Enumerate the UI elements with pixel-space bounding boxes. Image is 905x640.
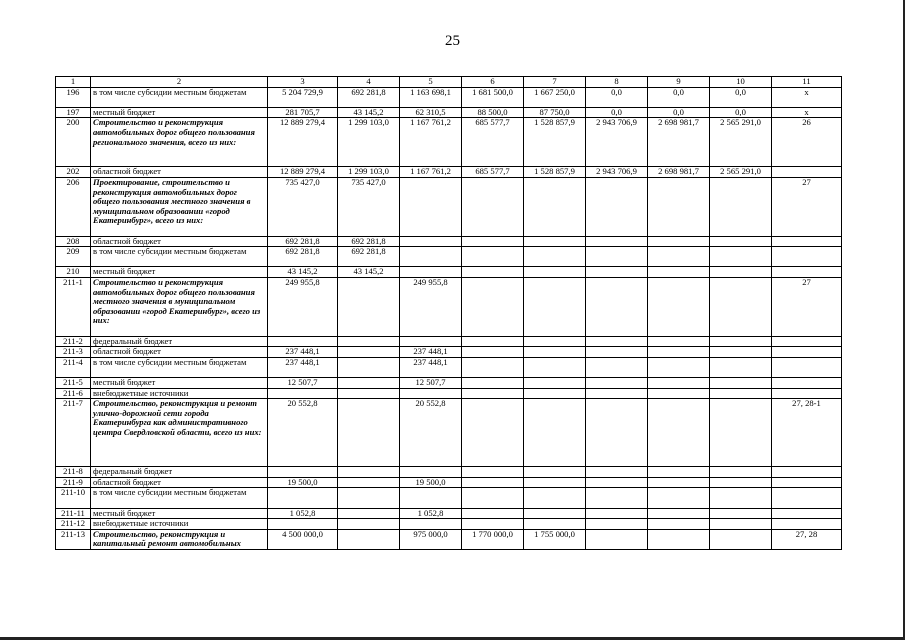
row-number: 211-1 xyxy=(56,277,91,336)
value-cell xyxy=(268,488,338,508)
value-cell xyxy=(338,519,400,530)
value-cell xyxy=(338,377,400,388)
table-row xyxy=(56,167,842,178)
value-cell: 2 943 706,9 xyxy=(586,167,648,178)
value-cell xyxy=(268,467,338,478)
row-description: местный бюджет xyxy=(91,508,268,519)
target-reference-cell: 26 xyxy=(772,118,842,167)
value-cell: 62 310,5 xyxy=(400,107,462,118)
value-cell xyxy=(462,508,524,519)
value-cell: 237 448,1 xyxy=(400,357,462,377)
value-cell xyxy=(462,336,524,347)
value-cell: 1 299 103,0 xyxy=(338,118,400,167)
value-cell xyxy=(586,247,648,267)
value-cell xyxy=(400,519,462,530)
value-cell xyxy=(524,399,586,467)
value-cell: 0,0 xyxy=(710,87,772,107)
table-row xyxy=(56,519,842,530)
value-cell xyxy=(586,336,648,347)
value-cell xyxy=(648,177,710,236)
value-cell xyxy=(586,357,648,377)
table-row xyxy=(56,467,842,478)
value-cell xyxy=(710,488,772,508)
value-cell xyxy=(268,388,338,399)
value-cell xyxy=(524,508,586,519)
target-reference-cell: х xyxy=(772,87,842,107)
value-cell xyxy=(586,529,648,549)
value-cell: 19 500,0 xyxy=(268,477,338,488)
value-cell xyxy=(524,177,586,236)
row-description: местный бюджет xyxy=(91,107,268,118)
value-cell xyxy=(462,488,524,508)
value-cell xyxy=(710,236,772,247)
column-header: 11 xyxy=(772,77,842,88)
value-cell xyxy=(648,336,710,347)
row-number: 211-5 xyxy=(56,377,91,388)
table-body xyxy=(56,87,842,549)
value-cell xyxy=(648,399,710,467)
row-number: 210 xyxy=(56,267,91,278)
column-header: 7 xyxy=(524,77,586,88)
value-cell xyxy=(648,347,710,358)
page-number: 25 xyxy=(445,33,460,49)
value-cell xyxy=(586,399,648,467)
value-cell: 692 281,8 xyxy=(268,236,338,247)
table-header-row xyxy=(56,77,842,88)
value-cell xyxy=(710,388,772,399)
target-reference-cell xyxy=(772,508,842,519)
value-cell xyxy=(648,477,710,488)
value-cell xyxy=(400,267,462,278)
value-cell: 1 163 698,1 xyxy=(400,87,462,107)
value-cell xyxy=(586,177,648,236)
value-cell xyxy=(338,477,400,488)
value-cell: 237 448,1 xyxy=(268,357,338,377)
row-description: областной бюджет xyxy=(91,347,268,358)
column-header: 8 xyxy=(586,77,648,88)
column-header: 9 xyxy=(648,77,710,88)
value-cell xyxy=(400,467,462,478)
value-cell: 0,0 xyxy=(648,87,710,107)
value-cell xyxy=(710,529,772,549)
row-number: 211-12 xyxy=(56,519,91,530)
value-cell xyxy=(524,336,586,347)
row-description: в том числе субсидии местным бюджетам xyxy=(91,247,268,267)
target-reference-cell xyxy=(772,336,842,347)
value-cell xyxy=(524,477,586,488)
value-cell xyxy=(400,488,462,508)
value-cell xyxy=(462,277,524,336)
value-cell: 685 577,7 xyxy=(462,167,524,178)
target-reference-cell xyxy=(772,347,842,358)
value-cell: 88 500,0 xyxy=(462,107,524,118)
value-cell xyxy=(648,508,710,519)
value-cell: 0,0 xyxy=(710,107,772,118)
value-cell xyxy=(586,236,648,247)
value-cell: 12 507,7 xyxy=(268,377,338,388)
value-cell xyxy=(586,347,648,358)
row-number: 211-4 xyxy=(56,357,91,377)
value-cell: 0,0 xyxy=(648,107,710,118)
value-cell xyxy=(648,488,710,508)
value-cell xyxy=(586,267,648,278)
value-cell: 692 281,8 xyxy=(338,247,400,267)
value-cell xyxy=(524,357,586,377)
row-description: внебюджетные источники xyxy=(91,519,268,530)
value-cell xyxy=(338,347,400,358)
value-cell xyxy=(400,388,462,399)
value-cell xyxy=(710,519,772,530)
value-cell: 0,0 xyxy=(586,107,648,118)
value-cell xyxy=(710,467,772,478)
value-cell: 237 448,1 xyxy=(268,347,338,358)
table-row xyxy=(56,357,842,377)
table-row xyxy=(56,87,842,107)
value-cell xyxy=(648,519,710,530)
row-description: Строительство, реконструкция и капитальный ремонт автомобильных xyxy=(91,529,268,549)
value-cell xyxy=(648,467,710,478)
value-cell: 1 528 857,9 xyxy=(524,118,586,167)
value-cell: 19 500,0 xyxy=(400,477,462,488)
value-cell xyxy=(648,267,710,278)
value-cell xyxy=(710,177,772,236)
table-row xyxy=(56,488,842,508)
row-description: областной бюджет xyxy=(91,167,268,178)
value-cell: 1 755 000,0 xyxy=(524,529,586,549)
value-cell xyxy=(400,336,462,347)
table-row xyxy=(56,177,842,236)
budget-table xyxy=(55,76,842,550)
value-cell: 1 681 500,0 xyxy=(462,87,524,107)
value-cell xyxy=(462,377,524,388)
value-cell xyxy=(338,357,400,377)
value-cell xyxy=(338,388,400,399)
row-description: местный бюджет xyxy=(91,377,268,388)
value-cell: 1 052,8 xyxy=(268,508,338,519)
value-cell: 1 299 103,0 xyxy=(338,167,400,178)
table-row xyxy=(56,277,842,336)
value-cell: 12 889 279,4 xyxy=(268,118,338,167)
column-header: 2 xyxy=(91,77,268,88)
table-row xyxy=(56,267,842,278)
value-cell xyxy=(462,477,524,488)
value-cell: 2 698 981,7 xyxy=(648,118,710,167)
value-cell: 2 565 291,0 xyxy=(710,167,772,178)
value-cell xyxy=(524,467,586,478)
row-number: 202 xyxy=(56,167,91,178)
table-row xyxy=(56,347,842,358)
value-cell xyxy=(524,247,586,267)
row-description: внебюджетные источники xyxy=(91,388,268,399)
target-reference-cell: 27 xyxy=(772,177,842,236)
value-cell xyxy=(462,467,524,478)
column-header: 4 xyxy=(338,77,400,88)
row-description: в том числе субсидии местным бюджетам xyxy=(91,488,268,508)
value-cell: 20 552,8 xyxy=(268,399,338,467)
value-cell xyxy=(268,519,338,530)
value-cell: 1 167 761,2 xyxy=(400,167,462,178)
value-cell xyxy=(524,267,586,278)
value-cell xyxy=(524,488,586,508)
row-number: 197 xyxy=(56,107,91,118)
value-cell xyxy=(400,236,462,247)
value-cell xyxy=(338,488,400,508)
value-cell xyxy=(586,377,648,388)
value-cell: 43 145,2 xyxy=(268,267,338,278)
value-cell: 2 698 981,7 xyxy=(648,167,710,178)
target-reference-cell: х xyxy=(772,107,842,118)
value-cell xyxy=(710,508,772,519)
value-cell xyxy=(648,277,710,336)
value-cell xyxy=(586,519,648,530)
value-cell: 0,0 xyxy=(586,87,648,107)
value-cell xyxy=(524,277,586,336)
table-row xyxy=(56,399,842,467)
row-number: 211-7 xyxy=(56,399,91,467)
row-number: 208 xyxy=(56,236,91,247)
table-row xyxy=(56,388,842,399)
table-row xyxy=(56,247,842,267)
value-cell xyxy=(338,399,400,467)
row-description: федеральный бюджет xyxy=(91,336,268,347)
table-row xyxy=(56,529,842,549)
row-number: 211-13 xyxy=(56,529,91,549)
value-cell xyxy=(524,347,586,358)
value-cell: 735 427,0 xyxy=(338,177,400,236)
value-cell: 249 955,8 xyxy=(268,277,338,336)
row-number: 211-8 xyxy=(56,467,91,478)
target-reference-cell xyxy=(772,388,842,399)
value-cell xyxy=(710,247,772,267)
row-number: 211-6 xyxy=(56,388,91,399)
row-description: областной бюджет xyxy=(91,477,268,488)
target-reference-cell: 27, 28-1 xyxy=(772,399,842,467)
column-header: 10 xyxy=(710,77,772,88)
target-reference-cell xyxy=(772,267,842,278)
row-description: Строительство, реконструкция и ремонт улично-дорожной сети города Екатеринбурга как административного центра Свердловской области, всего из них: xyxy=(91,399,268,467)
value-cell xyxy=(586,488,648,508)
column-header: 1 xyxy=(56,77,91,88)
value-cell xyxy=(648,357,710,377)
table-row xyxy=(56,477,842,488)
value-cell xyxy=(524,388,586,399)
row-number: 196 xyxy=(56,87,91,107)
value-cell xyxy=(648,388,710,399)
value-cell: 12 889 279,4 xyxy=(268,167,338,178)
value-cell xyxy=(586,467,648,478)
value-cell xyxy=(710,399,772,467)
value-cell: 1 770 000,0 xyxy=(462,529,524,549)
row-description: Строительство и реконструкция автомобильных дорог общего пользования регионального значения, всего из них: xyxy=(91,118,268,167)
target-reference-cell xyxy=(772,357,842,377)
row-description: федеральный бюджет xyxy=(91,467,268,478)
value-cell xyxy=(462,236,524,247)
value-cell xyxy=(710,377,772,388)
row-number: 211-9 xyxy=(56,477,91,488)
target-reference-cell xyxy=(772,236,842,247)
table-row xyxy=(56,236,842,247)
value-cell: 43 145,2 xyxy=(338,107,400,118)
value-cell: 1 667 250,0 xyxy=(524,87,586,107)
value-cell xyxy=(648,247,710,267)
value-cell xyxy=(524,519,586,530)
value-cell: 249 955,8 xyxy=(400,277,462,336)
value-cell: 685 577,7 xyxy=(462,118,524,167)
target-reference-cell xyxy=(772,377,842,388)
row-number: 209 xyxy=(56,247,91,267)
value-cell: 5 204 729,9 xyxy=(268,87,338,107)
value-cell xyxy=(710,277,772,336)
value-cell xyxy=(338,467,400,478)
row-description: в том числе субсидии местным бюджетам xyxy=(91,87,268,107)
value-cell xyxy=(710,267,772,278)
value-cell: 692 281,8 xyxy=(338,87,400,107)
column-header: 6 xyxy=(462,77,524,88)
value-cell xyxy=(462,177,524,236)
value-cell xyxy=(648,377,710,388)
table-row xyxy=(56,107,842,118)
value-cell: 43 145,2 xyxy=(338,267,400,278)
table-row xyxy=(56,336,842,347)
value-cell xyxy=(710,347,772,358)
table-row xyxy=(56,118,842,167)
row-number: 211-11 xyxy=(56,508,91,519)
value-cell xyxy=(524,236,586,247)
target-reference-cell: 27, 28 xyxy=(772,529,842,549)
value-cell xyxy=(338,529,400,549)
value-cell xyxy=(586,508,648,519)
target-reference-cell xyxy=(772,167,842,178)
value-cell xyxy=(648,236,710,247)
value-cell xyxy=(462,247,524,267)
target-reference-cell xyxy=(772,519,842,530)
target-reference-cell xyxy=(772,488,842,508)
value-cell xyxy=(338,336,400,347)
value-cell: 1 052,8 xyxy=(400,508,462,519)
target-reference-cell xyxy=(772,467,842,478)
row-description: Проектирование, строительство и реконструкция автомобильных дорог общего пользования местного значения в муниципальном образовании «город Екатеринбург», всего из них: xyxy=(91,177,268,236)
value-cell xyxy=(400,247,462,267)
value-cell xyxy=(586,477,648,488)
value-cell: 20 552,8 xyxy=(400,399,462,467)
value-cell: 1 528 857,9 xyxy=(524,167,586,178)
value-cell: 692 281,8 xyxy=(338,236,400,247)
value-cell: 12 507,7 xyxy=(400,377,462,388)
value-cell xyxy=(524,377,586,388)
column-header: 3 xyxy=(268,77,338,88)
row-number: 206 xyxy=(56,177,91,236)
target-reference-cell: 27 xyxy=(772,277,842,336)
row-description: в том числе субсидии местным бюджетам xyxy=(91,357,268,377)
value-cell xyxy=(462,388,524,399)
value-cell: 4 500 000,0 xyxy=(268,529,338,549)
row-number: 211-2 xyxy=(56,336,91,347)
value-cell xyxy=(586,388,648,399)
value-cell xyxy=(462,399,524,467)
value-cell xyxy=(400,177,462,236)
value-cell xyxy=(710,357,772,377)
value-cell xyxy=(462,357,524,377)
row-description: областной бюджет xyxy=(91,236,268,247)
value-cell xyxy=(586,277,648,336)
row-number: 211-3 xyxy=(56,347,91,358)
value-cell xyxy=(648,529,710,549)
value-cell: 975 000,0 xyxy=(400,529,462,549)
value-cell: 2 565 291,0 xyxy=(710,118,772,167)
row-number: 211-10 xyxy=(56,488,91,508)
value-cell xyxy=(268,336,338,347)
value-cell: 735 427,0 xyxy=(268,177,338,236)
value-cell xyxy=(710,336,772,347)
table-row xyxy=(56,508,842,519)
row-description: местный бюджет xyxy=(91,267,268,278)
value-cell: 2 943 706,9 xyxy=(586,118,648,167)
value-cell xyxy=(338,508,400,519)
value-cell xyxy=(462,519,524,530)
value-cell: 281 705,7 xyxy=(268,107,338,118)
target-reference-cell xyxy=(772,247,842,267)
value-cell: 237 448,1 xyxy=(400,347,462,358)
row-number: 200 xyxy=(56,118,91,167)
value-cell: 692 281,8 xyxy=(268,247,338,267)
value-cell xyxy=(710,477,772,488)
target-reference-cell xyxy=(772,477,842,488)
value-cell xyxy=(462,347,524,358)
value-cell: 1 167 761,2 xyxy=(400,118,462,167)
value-cell xyxy=(338,277,400,336)
value-cell xyxy=(462,267,524,278)
value-cell: 87 750,0 xyxy=(524,107,586,118)
table-row xyxy=(56,377,842,388)
row-description: Строительство и реконструкция автомобильных дорог общего пользования местного значения в муниципальном образовании «город Екатеринбург», всего из них: xyxy=(91,277,268,336)
column-header: 5 xyxy=(400,77,462,88)
